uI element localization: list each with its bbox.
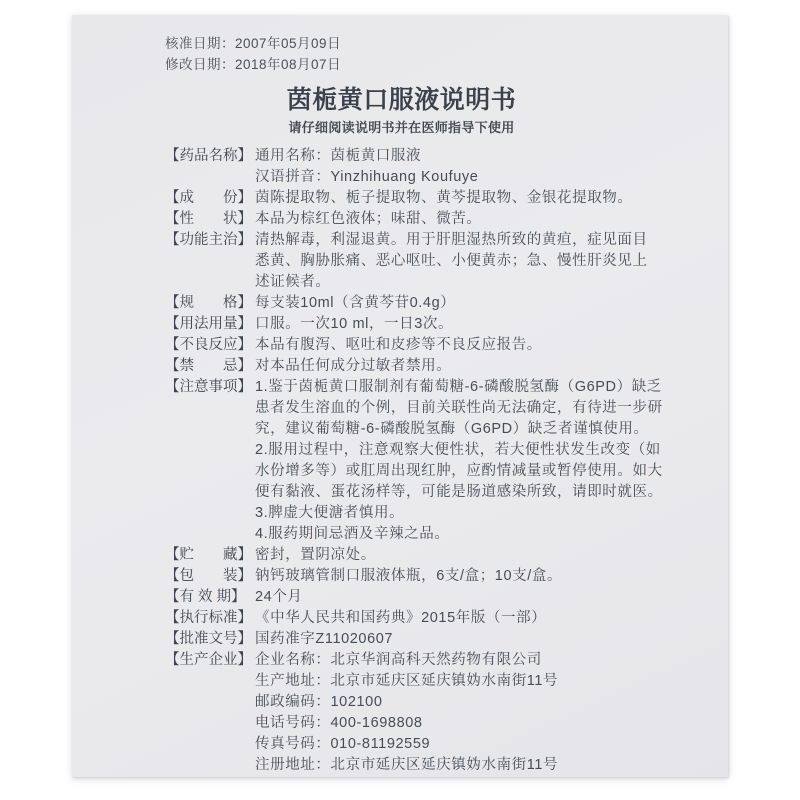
section-text-line: 茵陈提取物、栀子提取物、黄芩提取物、金银花提取物。 xyxy=(255,190,633,206)
section-row xyxy=(165,314,670,335)
section-label: 【注意事项】 xyxy=(165,379,252,395)
section-text-line: 通用名称：茵栀黄口服液 xyxy=(255,148,422,164)
section-text-line: 述证候者。 xyxy=(255,274,331,290)
section-text-line: 对本品任何成分过敏者禁用。 xyxy=(255,358,452,374)
section-label: 【有 效 期】 xyxy=(165,589,246,605)
section-text-line: 水份增多等）或肛周出现红肿，应酌情减量或暂停使用。如大 xyxy=(255,463,663,479)
section-content xyxy=(255,545,670,566)
section-label: 【贮 藏】 xyxy=(165,547,252,563)
section-text-line: 企业名称：北京华润高科天然药物有限公司 xyxy=(255,652,542,668)
section-row xyxy=(165,629,670,650)
section-content xyxy=(255,230,670,293)
section-label: 【包 装】 xyxy=(165,568,252,584)
section-text-line: 钠钙玻璃管制口服液体瓶，6支/盒；10支/盒。 xyxy=(255,568,563,584)
section-content xyxy=(255,335,670,356)
section-label: 【规 格】 xyxy=(165,295,252,311)
section-row xyxy=(165,146,670,188)
revision-date: 修改日期：2018年08月07日 xyxy=(165,57,342,72)
section-row xyxy=(165,293,670,314)
section-text-line: 本品有腹泻、呕吐和皮疹等不良反应报告。 xyxy=(255,337,542,353)
section-row xyxy=(165,209,670,230)
section-row xyxy=(165,377,670,545)
section-label: 【成 份】 xyxy=(165,190,252,206)
section-label: 【禁 忌】 xyxy=(165,358,252,374)
section-text-line: 汉语拼音：Yinzhihuang Koufuye xyxy=(255,169,479,185)
section-label: 【用法用量】 xyxy=(165,316,252,332)
section-content xyxy=(255,566,670,587)
section-text-line: 邮政编码：102100 xyxy=(255,694,383,710)
section-text-line: 清热解毒，利湿退黄。用于肝胆湿热所致的黄疸，症见面目 xyxy=(255,232,648,248)
section-content xyxy=(255,209,670,230)
section-content xyxy=(255,377,670,545)
section-label: 【批准文号】 xyxy=(165,631,252,647)
section-row xyxy=(165,230,670,293)
section-content xyxy=(255,188,670,209)
section-text-line: 每支装10ml（含黄芩苷0.4g） xyxy=(255,295,456,311)
section-content xyxy=(255,314,670,335)
section-text-line: 生产地址：北京市延庆区延庆镇妫水南街11号 xyxy=(255,673,559,689)
section-label: 【执行标准】 xyxy=(165,610,252,626)
section-text-line: 口服。一次10 ml，一日3次。 xyxy=(255,316,454,332)
section-label: 【不良反应】 xyxy=(165,337,252,353)
section-content xyxy=(255,629,670,650)
section-row xyxy=(165,335,670,356)
section-label: 【药品名称】 xyxy=(165,148,252,164)
section-text-line: 《中华人民共和国药典》2015年版（一部） xyxy=(255,610,547,626)
section-row xyxy=(165,587,670,608)
section-text-line: 24个月 xyxy=(255,589,303,605)
section-text-line: 便有黏液、蛋花汤样等，可能是肠道感染所致，请即时就医。 xyxy=(255,484,663,500)
section-text-line: 密封，置阴凉处。 xyxy=(255,547,376,563)
leaflet-title: 茵栀黄口服液说明书 xyxy=(286,86,517,114)
section-row xyxy=(165,566,670,587)
section-text-line: 3.脾虚大便溏者慎用。 xyxy=(255,505,405,521)
section-text-line: 1.鉴于茵栀黄口服制剂有葡萄糖-6-磷酸脱氢酶（G6PD）缺乏 xyxy=(255,379,662,395)
section-content xyxy=(255,356,670,377)
section-content xyxy=(255,650,670,776)
section-text-line: 2.服用过程中，注意观察大便性状，若大便性状发生改变（如 xyxy=(255,442,661,458)
section-text-line: 注册地址：北京市延庆区延庆镇妫水南街11号 xyxy=(255,757,559,773)
section-text-line: 悉黄、胸胁胀痛、恶心呕吐、小便黄赤；急、慢性肝炎见上 xyxy=(255,253,648,269)
section-text-line: 国药准字Z11020607 xyxy=(255,631,394,647)
section-text-line: 本品为棕红色液体；味甜、微苦。 xyxy=(255,211,482,227)
section-content xyxy=(255,587,670,608)
section-content xyxy=(255,293,670,314)
section-row xyxy=(165,356,670,377)
leaflet-subtitle: 请仔细阅读说明书并在医师指导下使用 xyxy=(288,120,515,135)
section-text-line: 4.服药期间忌酒及辛辣之品。 xyxy=(255,526,450,542)
date-block xyxy=(165,33,670,75)
leaflet-content xyxy=(72,15,728,776)
approval-date: 核准日期：2007年05月09日 xyxy=(165,36,342,51)
section-content xyxy=(255,608,670,629)
section-text-line: 患者发生溶血的个例，目前关联性尚无法确定，有待进一步研 xyxy=(255,400,663,416)
section-row xyxy=(165,545,670,566)
section-label: 【生产企业】 xyxy=(165,652,252,668)
section-row xyxy=(165,188,670,209)
section-label: 【功能主治】 xyxy=(165,232,252,248)
leaflet-paper xyxy=(72,15,728,777)
section-content xyxy=(255,146,670,188)
section-text-line: 究，建议葡萄糖-6-磷酸脱氢酶（G6PD）缺乏者谨慎使用。 xyxy=(255,421,649,437)
section-row xyxy=(165,608,670,629)
sections-list xyxy=(165,146,670,776)
section-text-line: 传真号码：010-81192559 xyxy=(255,736,431,752)
section-text-line: 电话号码：400-1698808 xyxy=(255,715,423,731)
section-row xyxy=(165,650,670,776)
section-label: 【性 状】 xyxy=(165,211,252,227)
